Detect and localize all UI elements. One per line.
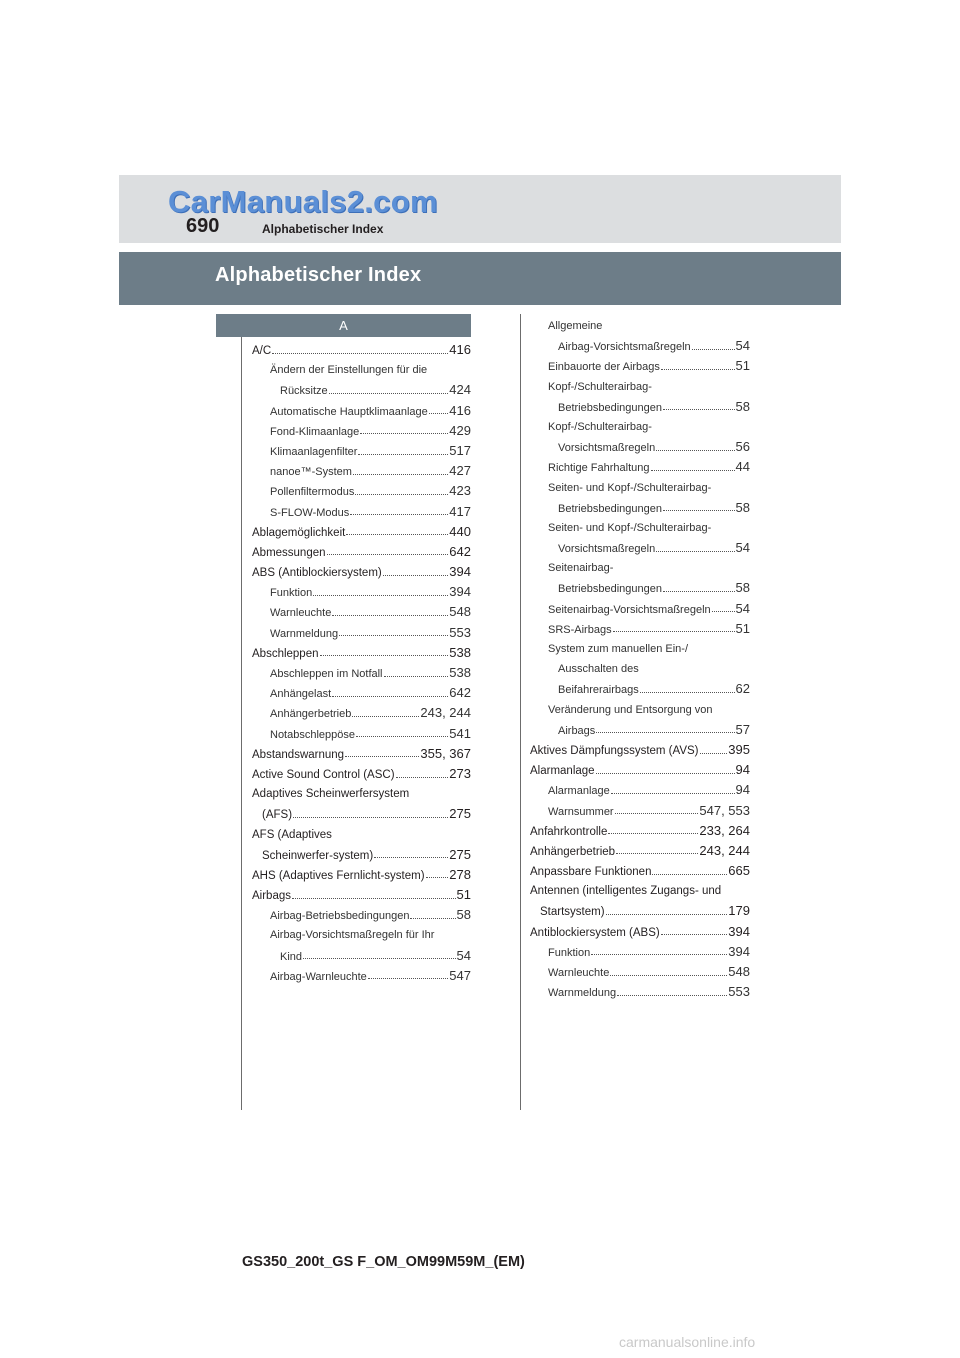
- leader-dots: [293, 817, 448, 818]
- index-entry-page: 179: [728, 903, 750, 919]
- index-entry-term: Anhängerbetrieb: [530, 845, 616, 858]
- index-entry: [530, 377, 750, 397]
- leader-dots: [339, 635, 448, 636]
- index-entry-page: 58: [456, 907, 471, 923]
- index-entry-term: Betriebsbedingungen: [558, 401, 662, 414]
- index-entry: [530, 942, 750, 962]
- leader-dots: [656, 551, 734, 552]
- leader-dots: [700, 753, 728, 754]
- index-entry: [252, 946, 471, 966]
- index-entry-term: Startsystem): [540, 906, 605, 919]
- index-entry-term: Betriebsbedingungen: [558, 583, 662, 596]
- leader-dots: [313, 595, 448, 596]
- index-entry-page: 394: [449, 564, 471, 580]
- index-entry-term: SRS-Airbags: [548, 623, 612, 636]
- column-divider-right: [520, 314, 521, 1110]
- index-entry-page: 62: [735, 681, 750, 697]
- index-entry: [252, 784, 471, 804]
- index-entry-term: Alarmanlage: [548, 785, 610, 798]
- leader-dots: [616, 853, 698, 854]
- leader-dots: [663, 591, 735, 592]
- leader-dots: [712, 611, 735, 612]
- leader-dots: [383, 575, 449, 576]
- leader-dots: [610, 975, 727, 976]
- index-entry-page: 56: [735, 439, 750, 455]
- index-entry: [252, 522, 471, 542]
- index-entry: [530, 478, 750, 498]
- leader-dots: [292, 898, 456, 899]
- index-entry-page: 416: [449, 402, 471, 418]
- index-entry-term: Notabschleppöse: [270, 728, 356, 741]
- index-entry: [530, 962, 750, 982]
- index-entry: [252, 360, 471, 380]
- leader-dots: [355, 494, 448, 495]
- column-divider-left: [241, 337, 242, 1110]
- index-entry-term: Abschleppen: [252, 647, 319, 660]
- index-entry-page: 665: [728, 863, 750, 879]
- index-entry: [530, 437, 750, 457]
- index-entry: [530, 417, 750, 437]
- leader-dots: [368, 978, 448, 979]
- index-entry-term: Aktives Dämpfungssystem (AVS): [530, 744, 699, 757]
- index-entry-term: Fond-Klimaanlage: [270, 425, 360, 438]
- index-entry-term: Scheinwerfer-system): [262, 849, 374, 862]
- running-header-title: Alphabetischer Index: [262, 222, 384, 236]
- index-entry-page: 553: [728, 984, 750, 1000]
- index-entry: [530, 619, 750, 639]
- index-entry: [530, 982, 750, 1002]
- index-entry-term: Alarmanlage: [530, 765, 595, 778]
- index-entry-term: Funktion: [270, 587, 313, 600]
- index-entry: [252, 966, 471, 986]
- index-entry: [252, 825, 471, 845]
- page-title: Alphabetischer Index: [215, 264, 422, 286]
- leader-dots: [303, 958, 456, 959]
- leader-dots: [596, 732, 734, 733]
- index-entry: [252, 845, 471, 865]
- index-entry-term: AHS (Adaptives Fernlicht-system): [252, 869, 425, 882]
- index-entry: [252, 542, 471, 562]
- index-entry-page: 423: [449, 483, 471, 499]
- index-entry-page: 394: [728, 943, 750, 959]
- index-entry: [252, 441, 471, 461]
- document-footer-code: GS350_200t_GS F_OM_OM99M59M_(EM): [242, 1254, 525, 1270]
- index-entry-term: Seitenairbag-: [548, 562, 614, 575]
- index-entry-page: 355, 367: [420, 745, 471, 761]
- bottom-watermark: carmanualsonline.info: [619, 1334, 756, 1350]
- index-entry: [252, 481, 471, 501]
- index-entry-term: Warnmeldung: [270, 627, 339, 640]
- index-entry: [530, 740, 750, 760]
- index-entry-term: Beifahrerairbags: [558, 684, 639, 697]
- watermark-logo: CarManuals2.com: [168, 184, 438, 219]
- leader-dots: [429, 413, 449, 414]
- index-entry-term: (AFS): [262, 809, 293, 822]
- index-entry-page: 547: [449, 967, 471, 983]
- leader-dots: [352, 716, 419, 717]
- index-entry-page: 548: [449, 604, 471, 620]
- index-entry-term: Abmessungen: [252, 546, 326, 559]
- index-entry-term: Airbags: [558, 724, 596, 737]
- index-entry: [530, 841, 750, 861]
- index-entry: [530, 720, 750, 740]
- leader-dots: [692, 349, 735, 350]
- index-entry-page: 547, 553: [699, 802, 750, 818]
- index-entry: [252, 582, 471, 602]
- leader-dots: [656, 450, 734, 451]
- index-entry-page: 51: [735, 358, 750, 374]
- index-entry: [530, 578, 750, 598]
- index-entry: [530, 599, 750, 619]
- index-entry-page: 553: [449, 624, 471, 640]
- index-entry-term: Antennen (intelligentes Zugangs- und: [530, 885, 722, 898]
- index-entry-page: 275: [449, 806, 471, 822]
- index-entry: [252, 602, 471, 622]
- leader-dots: [356, 736, 448, 737]
- index-entry-term: nanoe™-System: [270, 466, 352, 479]
- index-entry: [530, 922, 750, 942]
- index-entry-page: 538: [449, 644, 471, 660]
- index-entry-page: 58: [735, 499, 750, 515]
- index-entry-term: Warnleuchte: [270, 607, 332, 620]
- leader-dots: [384, 676, 449, 677]
- index-entry-term: Abstandswarnung: [252, 748, 345, 761]
- index-entry: [252, 804, 471, 824]
- index-entry-page: 94: [735, 762, 750, 778]
- index-entry: [530, 901, 750, 921]
- index-entry-term: A/C: [252, 345, 272, 357]
- page-number: 690: [186, 215, 220, 237]
- index-entry-page: 548: [728, 964, 750, 979]
- index-entry-term: Allgemeine: [548, 320, 603, 332]
- leader-dots: [608, 833, 698, 834]
- index-entry: [252, 925, 471, 945]
- index-entry-term: Antiblockiersystem (ABS): [530, 926, 660, 939]
- index-entry: [530, 801, 750, 821]
- index-entry: [530, 639, 750, 659]
- leader-dots: [640, 692, 735, 693]
- leader-dots: [374, 857, 448, 858]
- index-entry-term: Airbag-Betriebsbedingungen: [270, 910, 410, 923]
- index-entry-term: Active Sound Control (ASC): [252, 768, 395, 781]
- leader-dots: [329, 393, 449, 394]
- leader-dots: [615, 813, 699, 814]
- index-entry-page: 57: [735, 721, 750, 737]
- index-entry: [530, 760, 750, 780]
- index-entry: [530, 518, 750, 538]
- leader-dots: [663, 510, 735, 511]
- index-entry-page: 538: [449, 665, 471, 680]
- index-entry-term: Klimaanlagenfilter: [270, 445, 358, 458]
- index-entry-term: ABS (Antiblockiersystem): [252, 567, 382, 580]
- index-entry: [252, 905, 471, 925]
- leader-dots: [346, 534, 448, 535]
- leader-dots: [591, 954, 727, 955]
- index-entry-term: AFS (Adaptives: [252, 828, 332, 841]
- index-entry: [530, 316, 750, 336]
- index-entry-page: 424: [449, 382, 471, 398]
- index-entry: [530, 881, 750, 901]
- index-entry-page: 278: [449, 866, 471, 882]
- index-entry: [252, 502, 471, 522]
- index-entry-term: Pollenfiltermodus: [270, 486, 355, 499]
- index-entry-term: Adaptives Scheinwerfersystem: [252, 788, 410, 801]
- index-entry-term: S-FLOW-Modus: [270, 506, 350, 519]
- index-entry-term: Automatische Hauptklimaanlage: [270, 405, 428, 418]
- leader-dots: [360, 433, 448, 434]
- index-entry-term: Airbags: [252, 890, 291, 903]
- index-entry-term: Betriebsbedingungen: [558, 502, 662, 515]
- index-entry: [252, 764, 471, 784]
- leader-dots: [611, 793, 735, 794]
- index-entry-term: Warnleuchte: [548, 967, 610, 979]
- index-entry-term: Funktion: [548, 946, 591, 959]
- leader-dots: [606, 914, 728, 915]
- index-entry-term: Richtige Fahrhaltung: [548, 462, 650, 475]
- index-entry: [252, 885, 471, 905]
- index-entry: [252, 380, 471, 400]
- index-entry: [252, 562, 471, 582]
- index-entry-term: Anhängelast: [270, 688, 332, 701]
- index-entry-page: 642: [449, 543, 471, 559]
- index-entry-page: 51: [456, 887, 471, 903]
- index-entry-page: 429: [449, 422, 471, 438]
- leader-dots: [426, 877, 449, 878]
- leader-dots: [353, 474, 448, 475]
- index-entry: [530, 336, 750, 356]
- index-entry-page: 233, 264: [699, 822, 750, 838]
- leader-dots: [350, 514, 448, 515]
- index-entry-page: 51: [735, 620, 750, 636]
- index-entry: [530, 821, 750, 841]
- index-entry-page: 44: [735, 459, 750, 475]
- leader-dots: [345, 756, 419, 757]
- index-entry-term: Ändern der Einstellungen für die: [270, 364, 428, 377]
- index-entry: [530, 397, 750, 417]
- leader-dots: [661, 934, 728, 935]
- index-entry: [530, 861, 750, 881]
- index-entry-page: 54: [735, 338, 750, 354]
- index-entry: [252, 401, 471, 421]
- leader-dots: [272, 353, 448, 354]
- leader-dots: [327, 554, 449, 555]
- leader-dots: [410, 918, 455, 919]
- index-entry-page: 394: [449, 584, 471, 600]
- index-entry: [530, 498, 750, 518]
- index-entry: [252, 663, 471, 683]
- index-entry-term: Vorsichtsmaßregeln: [558, 442, 656, 455]
- index-entry-page: 243, 244: [699, 842, 750, 858]
- index-entry: [252, 724, 471, 744]
- leader-dots: [613, 631, 735, 632]
- index-entry-page: 642: [449, 685, 471, 701]
- index-entry-page: 58: [735, 580, 750, 596]
- index-entry-page: 273: [449, 765, 471, 781]
- index-entry-page: 517: [449, 442, 471, 458]
- leader-dots: [332, 696, 448, 697]
- index-entry-term: Warnmeldung: [548, 987, 617, 1000]
- index-entry: [530, 659, 750, 679]
- index-entry-term: Kopf-/Schulterairbag-: [548, 420, 652, 433]
- index-entry-term: Vorsichtsmaßregeln: [558, 543, 656, 556]
- index-entry: [252, 744, 471, 764]
- leader-dots: [332, 615, 448, 616]
- index-entry-term: System zum manuellen Ein-/: [548, 643, 688, 655]
- index-entry: [252, 623, 471, 643]
- index-entry-term: Anfahrkontrolle: [530, 825, 608, 838]
- leader-dots: [663, 409, 735, 410]
- index-entry-term: Kopf-/Schulterairbag-: [548, 380, 652, 393]
- leader-dots: [652, 874, 727, 875]
- section-letter-header: A: [216, 314, 471, 337]
- index-entry-page: 427: [449, 463, 471, 479]
- index-entry-term: Airbag-Warnleuchte: [270, 970, 367, 983]
- index-entry: [530, 679, 750, 699]
- index-entry-page: 541: [449, 725, 471, 741]
- index-entry-term: Veränderung und Entsorgung von: [548, 703, 713, 716]
- index-entry: [252, 340, 471, 360]
- index-entry-page: 275: [449, 846, 471, 862]
- index-entry-term: Anpassbare Funktionen: [530, 866, 652, 879]
- index-entry: [252, 683, 471, 703]
- index-entry-page: 94: [735, 782, 750, 798]
- index-entry-term: Seiten- und Kopf-/Schulterairbag-: [548, 481, 712, 494]
- index-entry: [530, 700, 750, 720]
- index-entry-page: 440: [449, 523, 471, 539]
- index-entry: [252, 703, 471, 723]
- index-entry: [252, 461, 471, 481]
- index-entry-term: Abschleppen im Notfall: [270, 668, 383, 680]
- index-entry: [252, 421, 471, 441]
- index-entry-term: Seiten- und Kopf-/Schulterairbag-: [548, 521, 712, 534]
- index-entry-page: 417: [449, 503, 471, 519]
- index-entry-term: Airbag-Vorsichtsmaßregeln für Ihr: [270, 929, 435, 942]
- index-entry: [530, 356, 750, 376]
- leader-dots: [661, 369, 735, 370]
- index-entry-term: Airbag-Vorsichtsmaßregeln: [558, 341, 691, 354]
- index-entry-term: Anhängerbetrieb: [270, 708, 352, 721]
- leader-dots: [396, 777, 449, 778]
- index-entry-term: Kind: [280, 950, 303, 963]
- index-entry-term: Ausschalten des: [558, 663, 639, 676]
- leader-dots: [651, 470, 735, 471]
- index-entry-page: 54: [456, 947, 471, 963]
- index-entry-term: Einbauorte der Airbags: [548, 361, 660, 374]
- index-entry: [530, 780, 750, 800]
- index-entry-page: 58: [735, 398, 750, 414]
- index-entry: [530, 457, 750, 477]
- index-entry-term: Seitenairbag-Vorsichtsmaßregeln: [548, 603, 711, 616]
- index-entry-page: 416: [449, 342, 471, 357]
- index-entry-page: 54: [735, 600, 750, 616]
- index-entry: [530, 558, 750, 578]
- index-entry: [252, 643, 471, 663]
- index-entry-page: 54: [735, 540, 750, 556]
- index-entry-page: 394: [728, 923, 750, 939]
- index-entry: [252, 865, 471, 885]
- leader-dots: [320, 655, 449, 656]
- index-column-right: [530, 316, 750, 1002]
- index-entry-page: 243, 244: [420, 705, 471, 721]
- index-entry: [530, 538, 750, 558]
- leader-dots: [617, 995, 727, 996]
- index-column-left: [252, 340, 471, 986]
- leader-dots: [358, 454, 448, 455]
- index-entry-page: 395: [728, 741, 750, 757]
- index-entry-term: Rücksitze: [280, 385, 328, 398]
- leader-dots: [596, 773, 735, 774]
- index-entry-term: Warnsummer: [548, 805, 614, 818]
- index-entry-term: Ablagemöglichkeit: [252, 526, 346, 539]
